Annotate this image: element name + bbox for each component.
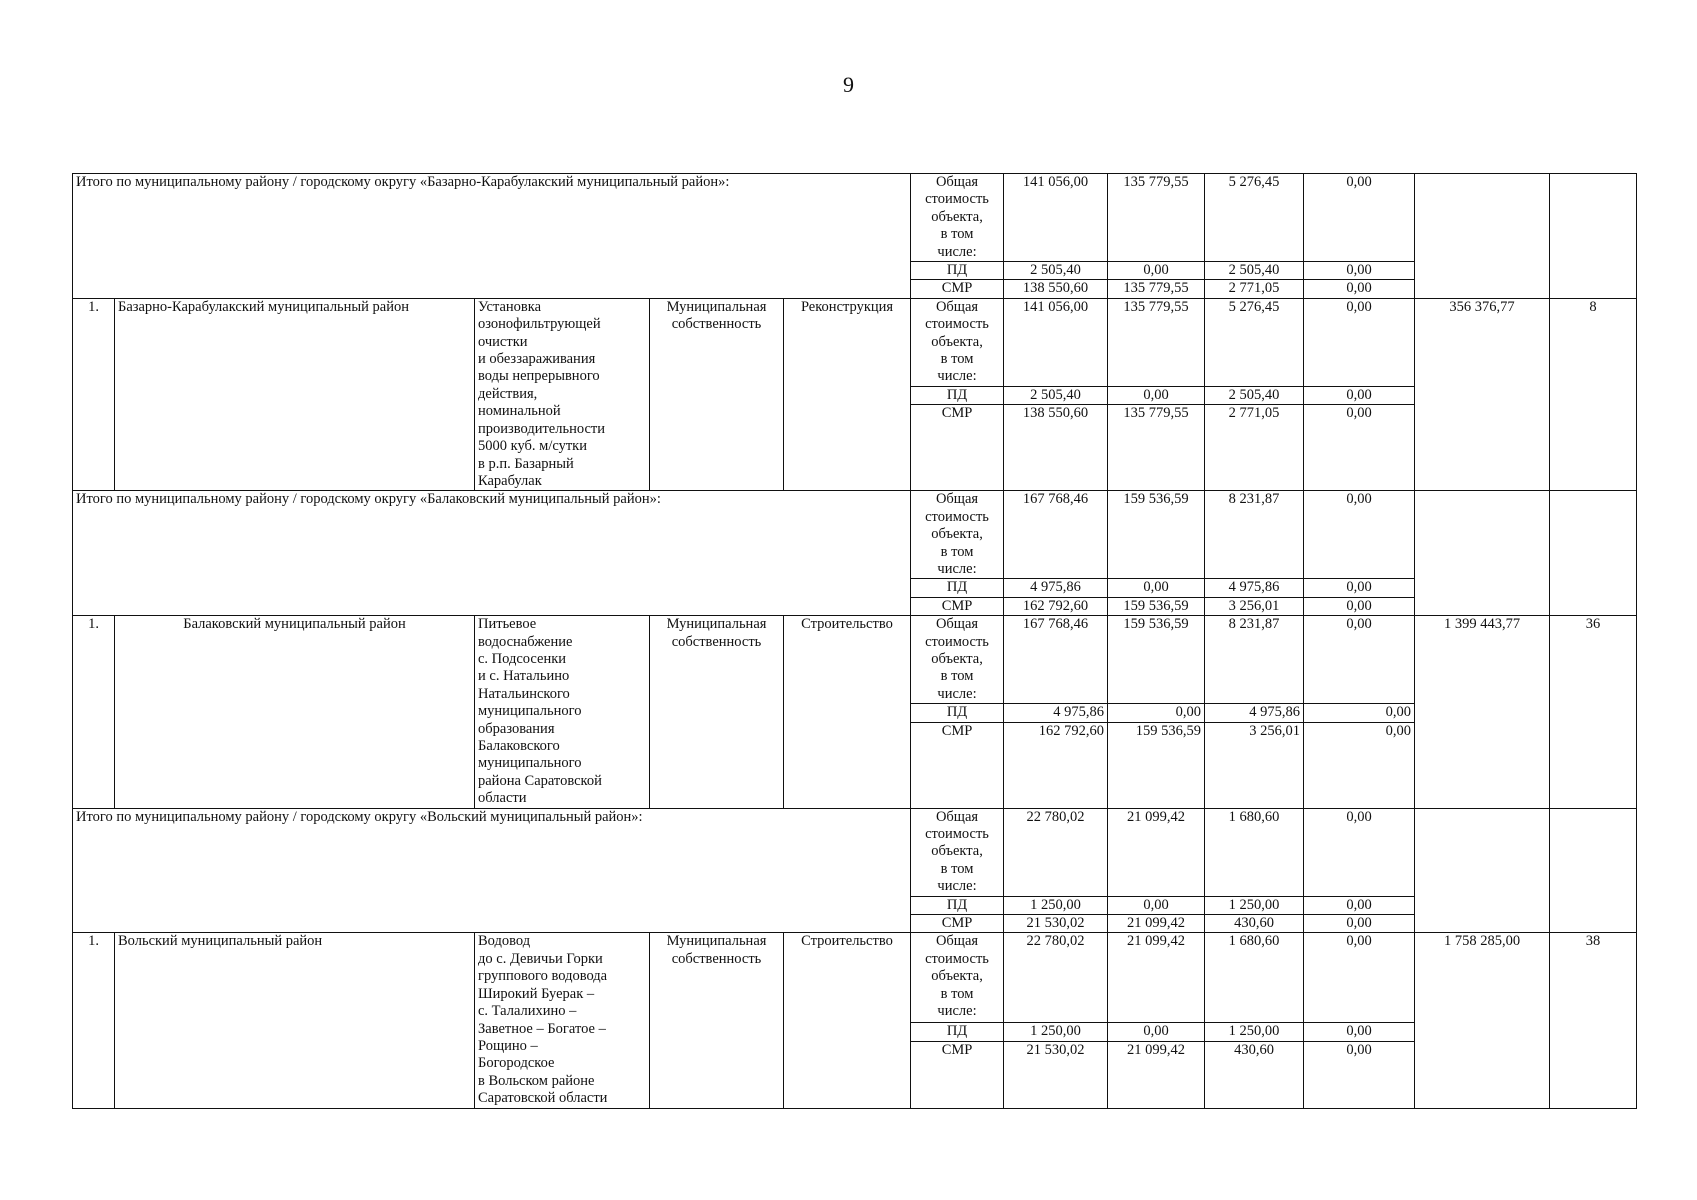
pd-value: 0,00 <box>1108 896 1205 914</box>
total-value: 21 099,42 <box>1108 933 1205 1022</box>
object-name: Водовод до с. Девичьи Горки группового водовода Широкий Буерак – с. Талалихино – Заветное – Богатое – Рощино – Богородское в Вольском районе Саратовской области <box>475 933 650 1108</box>
label-smr: СМР <box>911 597 1004 615</box>
smr-value: 135 779,55 <box>1108 405 1205 491</box>
smr-value: 0,00 <box>1304 405 1415 491</box>
smr-value: 135 779,55 <box>1108 280 1205 298</box>
label-total: Общая стоимость объекта, в том числе: <box>911 616 1004 704</box>
extra-value: 8 <box>1550 298 1637 490</box>
smr-value: 21 530,02 <box>1004 1041 1108 1108</box>
district-name: Базарно-Карабулакский муниципальный район <box>115 298 475 490</box>
pd-value: 0,00 <box>1304 896 1415 914</box>
pd-value: 2 505,40 <box>1205 386 1304 404</box>
smr-value: 0,00 <box>1304 597 1415 615</box>
total-value: 159 536,59 <box>1108 491 1205 579</box>
label-total: Общая стоимость объекта, в том числе: <box>911 298 1004 386</box>
smr-value: 159 536,59 <box>1108 722 1205 808</box>
label-pd: ПД <box>911 386 1004 404</box>
total-value: 159 536,59 <box>1108 616 1205 704</box>
total-value: 0,00 <box>1304 616 1415 704</box>
total-value: 22 780,02 <box>1004 808 1108 896</box>
label-smr: СМР <box>911 915 1004 933</box>
ownership: Муниципальная собственность <box>650 933 784 1108</box>
label-smr: СМР <box>911 280 1004 298</box>
smr-value: 21 530,02 <box>1004 915 1108 933</box>
label-pd: ПД <box>911 704 1004 722</box>
total-value: 0,00 <box>1304 933 1415 1022</box>
label-pd: ПД <box>911 262 1004 280</box>
pd-value: 0,00 <box>1304 579 1415 597</box>
sum-value: 356 376,77 <box>1415 298 1550 490</box>
total-value: 5 276,45 <box>1205 174 1304 262</box>
smr-value: 138 550,60 <box>1004 280 1108 298</box>
pd-value: 4 975,86 <box>1205 704 1304 722</box>
smr-value: 3 256,01 <box>1205 597 1304 615</box>
total-row <box>73 808 1637 896</box>
smr-value: 21 099,42 <box>1108 915 1205 933</box>
label-total: Общая стоимость объекта, в том числе: <box>911 174 1004 262</box>
object-row <box>73 616 1637 704</box>
smr-value: 0,00 <box>1304 915 1415 933</box>
work-type: Строительство <box>784 933 911 1108</box>
extra-value: 36 <box>1550 616 1637 808</box>
pd-value: 2 505,40 <box>1004 386 1108 404</box>
page-number: 9 <box>843 72 854 97</box>
total-value: 167 768,46 <box>1004 491 1108 579</box>
total-value: 0,00 <box>1304 298 1415 386</box>
pd-value: 1 250,00 <box>1004 1022 1108 1041</box>
pd-value: 1 250,00 <box>1205 1022 1304 1041</box>
label-smr: СМР <box>911 1041 1004 1108</box>
total-value: 135 779,55 <box>1108 174 1205 262</box>
object-name: Питьевое водоснабжение с. Подсосенки и с. Натальино Натальинского муниципального образования Балаковского муниципального района Саратовской области <box>475 616 650 808</box>
total-value: 8 231,87 <box>1205 491 1304 579</box>
work-type: Строительство <box>784 616 911 808</box>
total-row <box>73 174 1637 262</box>
pd-value: 4 975,86 <box>1004 579 1108 597</box>
pd-value: 1 250,00 <box>1004 896 1108 914</box>
smr-value: 0,00 <box>1304 1041 1415 1108</box>
object-row <box>73 298 1637 386</box>
smr-value: 2 771,05 <box>1205 280 1304 298</box>
ownership: Муниципальная собственность <box>650 298 784 490</box>
label-total: Общая стоимость объекта, в том числе: <box>911 808 1004 896</box>
blank-cell <box>1550 174 1637 299</box>
smr-value: 162 792,60 <box>1004 597 1108 615</box>
pd-value: 0,00 <box>1108 1022 1205 1041</box>
sum-value: 1 758 285,00 <box>1415 933 1550 1108</box>
district-name: Вольский муниципальный район <box>115 933 475 1108</box>
blank-cell <box>1415 174 1550 299</box>
object-name: Установка озонофильтрующей очистки и обеззараживания воды непрерывного действия, номинальной производительности 5000 куб. м/сутки в р.п. Базарный Карабулак <box>475 298 650 490</box>
pd-value: 4 975,86 <box>1004 704 1108 722</box>
total-value: 1 680,60 <box>1205 808 1304 896</box>
total-value: 5 276,45 <box>1205 298 1304 386</box>
total-value: 141 056,00 <box>1004 298 1108 386</box>
pd-value: 2 505,40 <box>1205 262 1304 280</box>
smr-value: 0,00 <box>1304 722 1415 808</box>
blank-cell <box>1415 808 1550 933</box>
label-smr: СМР <box>911 405 1004 491</box>
smr-value: 21 099,42 <box>1108 1041 1205 1108</box>
sum-value: 1 399 443,77 <box>1415 616 1550 808</box>
total-value: 1 680,60 <box>1205 933 1304 1022</box>
pd-value: 0,00 <box>1304 262 1415 280</box>
blank-cell <box>1550 808 1637 933</box>
blank-cell <box>1550 491 1637 616</box>
smr-value: 430,60 <box>1205 1041 1304 1108</box>
total-row <box>73 491 1637 579</box>
pd-value: 0,00 <box>1304 386 1415 404</box>
blank-cell <box>1415 491 1550 616</box>
total-value: 21 099,42 <box>1108 808 1205 896</box>
total-value: 135 779,55 <box>1108 298 1205 386</box>
total-title: Итого по муниципальному району / городскому округу «Базарно-Карабулакский муниципальный район»: <box>73 174 911 299</box>
pd-value: 0,00 <box>1304 704 1415 722</box>
pd-value: 4 975,86 <box>1205 579 1304 597</box>
total-value: 0,00 <box>1304 808 1415 896</box>
total-value: 0,00 <box>1304 491 1415 579</box>
label-total: Общая стоимость объекта, в том числе: <box>911 933 1004 1022</box>
smr-value: 159 536,59 <box>1108 597 1205 615</box>
label-pd: ПД <box>911 896 1004 914</box>
pd-value: 0,00 <box>1108 262 1205 280</box>
object-row <box>73 933 1637 1022</box>
row-number: 1. <box>73 616 115 808</box>
label-pd: ПД <box>911 1022 1004 1041</box>
label-total: Общая стоимость объекта, в том числе: <box>911 491 1004 579</box>
pd-value: 0,00 <box>1304 1022 1415 1041</box>
smr-value: 2 771,05 <box>1205 405 1304 491</box>
total-value: 22 780,02 <box>1004 933 1108 1022</box>
smr-value: 162 792,60 <box>1004 722 1108 808</box>
smr-value: 138 550,60 <box>1004 405 1108 491</box>
label-pd: ПД <box>911 579 1004 597</box>
smr-value: 430,60 <box>1205 915 1304 933</box>
total-value: 167 768,46 <box>1004 616 1108 704</box>
row-number: 1. <box>73 933 115 1108</box>
district-name: Балаковский муниципальный район <box>115 616 475 808</box>
row-number: 1. <box>73 298 115 490</box>
work-type: Реконструкция <box>784 298 911 490</box>
total-value: 0,00 <box>1304 174 1415 262</box>
ownership: Муниципальная собственность <box>650 616 784 808</box>
total-title: Итого по муниципальному району / городскому округу «Балаковский муниципальный район»: <box>73 491 911 616</box>
smr-value: 3 256,01 <box>1205 722 1304 808</box>
financing-table <box>72 173 1637 1109</box>
total-value: 8 231,87 <box>1205 616 1304 704</box>
total-value: 141 056,00 <box>1004 174 1108 262</box>
smr-value: 0,00 <box>1304 280 1415 298</box>
pd-value: 0,00 <box>1108 579 1205 597</box>
pd-value: 0,00 <box>1108 386 1205 404</box>
pd-value: 2 505,40 <box>1004 262 1108 280</box>
pd-value: 1 250,00 <box>1205 896 1304 914</box>
label-smr: СМР <box>911 722 1004 808</box>
extra-value: 38 <box>1550 933 1637 1108</box>
total-title: Итого по муниципальному району / городскому округу «Вольский муниципальный район»: <box>73 808 911 933</box>
pd-value: 0,00 <box>1108 704 1205 722</box>
